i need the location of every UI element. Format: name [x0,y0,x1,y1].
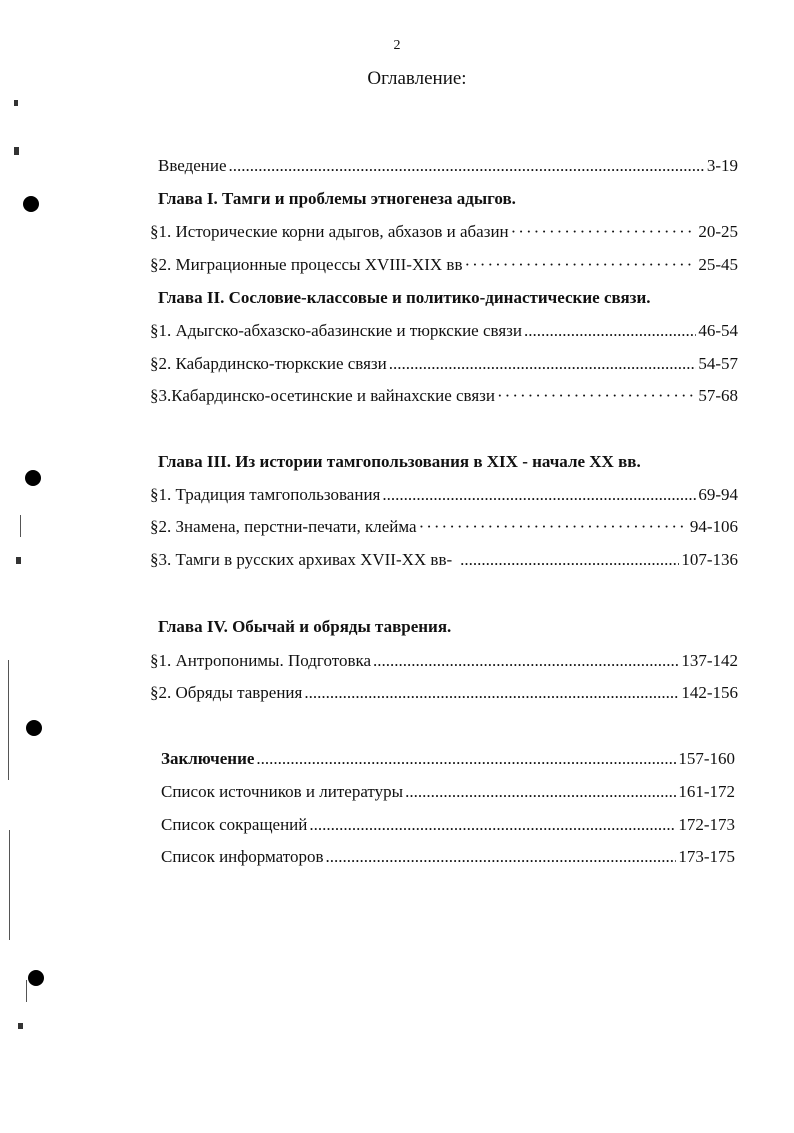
scan-edge-line [8,660,9,780]
toc-entry-label: §2. Кабардинско-тюркские связи [150,354,387,373]
toc-entry-pages: 173-175 [678,847,735,866]
toc-entry-sources[interactable] [161,782,735,802]
toc-entry-label: §2. Миграционные процессы XVIII-XIX вв [150,255,463,274]
scan-edge-line [9,830,10,940]
scan-mark [14,147,19,155]
page-number: 2 [393,38,401,53]
toc-entry-label: Заключение [161,749,255,768]
leader-dots [229,156,705,176]
toc-entry-conclusion[interactable] [161,749,735,769]
toc-entry-label: Список сокращений [161,815,308,834]
toc-entry-ch4-s1[interactable] [150,651,738,671]
binder-hole [26,720,42,736]
leader-dots [511,222,697,242]
toc-entry-label: §2. Знамена, перстни-печати, клейма [150,517,417,536]
toc-entry-abbreviations[interactable] [161,815,735,835]
toc-entry-label: Введение [158,156,227,175]
toc-entry-ch4-s2[interactable] [150,683,738,703]
toc-entry-label: Список информаторов [161,847,324,866]
toc-entry-pages: 54-57 [698,354,738,373]
toc-entry-pages: 107-136 [681,550,738,569]
toc-entry-pages: 142-156 [681,683,738,702]
leader-dots [389,354,697,374]
leader-dots [373,651,679,671]
toc-entry-ch3-s1[interactable] [150,485,738,505]
toc-entry-pages: 25-45 [698,255,738,274]
toc-entry-ch2-s2[interactable] [150,354,738,374]
binder-hole [28,970,44,986]
leader-dots [405,782,676,802]
leader-dots [304,683,679,703]
leader-dots [464,255,696,275]
scan-edge-line [26,980,27,1002]
toc-entry-ch2-s1[interactable] [150,321,738,341]
toc-entry-ch2-s3[interactable] [150,386,738,406]
scan-edge-line [20,515,21,537]
leader-dots [326,847,677,867]
chapter-1-title: Глава I. Тамги и проблемы этногенеза адыгов. [158,189,516,208]
chapter-3-title: Глава III. Из истории тамгопользования в XIX - начале XX вв. [158,452,641,471]
toc-entry-ch3-s3[interactable] [150,550,738,570]
binder-hole [23,196,39,212]
toc-entry-pages: 94-106 [689,517,738,536]
toc-entry-pages: 3-19 [706,156,738,175]
leader-dots [309,815,676,835]
leader-dots [419,517,688,537]
toc-entry-ch1-s2[interactable] [150,255,738,275]
toc-entry-label: §1. Адыгско-абхазско-абазинские и тюркские связи [150,321,522,340]
scan-mark [14,100,18,106]
toc-entry-label: §2. Обряды таврения [150,683,303,702]
toc-entry-intro[interactable] [158,156,738,176]
leader-dots [460,550,679,570]
toc-entry-pages: 20-25 [698,222,738,241]
toc-entry-pages: 161-172 [678,782,735,801]
leader-dots [497,386,696,406]
toc-entry-label: §3.Кабардинско-осетинские и вайнахские связи [150,386,495,405]
leader-dots [382,485,696,505]
toc-entry-pages: 69-94 [698,485,738,504]
leader-dots [524,321,696,341]
chapter-4-title: Глава IV. Обычай и обряды таврения. [158,617,452,636]
leader-dots [256,749,676,769]
toc-entry-label: §1. Традиция тамгопользования [150,485,381,504]
toc-entry-pages: 157-160 [678,749,735,768]
toc-heading: Оглавление: [367,68,467,89]
toc-entry-pages: 172-173 [678,815,735,834]
toc-entry-label: Список источников и литературы [161,782,404,801]
toc-entry-pages: 57-68 [698,386,738,405]
chapter-2-title: Глава II. Сословие-классовые и политико-династические связи. [158,288,651,307]
toc-entry-pages: 46-54 [698,321,738,340]
toc-entry-label: §1. Антропонимы. Подготовка [150,651,372,670]
toc-entry-informants[interactable] [161,847,735,867]
toc-entry-label: §3. Тамги в русских архивах XVII-XX вв- [150,550,453,569]
scan-mark [16,557,21,564]
toc-entry-ch3-s2[interactable] [150,517,738,537]
scan-mark [18,1023,23,1029]
toc-entry-label: §1. Исторические корни адыгов, абхазов и абазин [150,222,509,241]
toc-entry-pages: 137-142 [681,651,738,670]
toc-entry-ch1-s1[interactable] [150,222,738,242]
binder-hole [25,470,41,486]
